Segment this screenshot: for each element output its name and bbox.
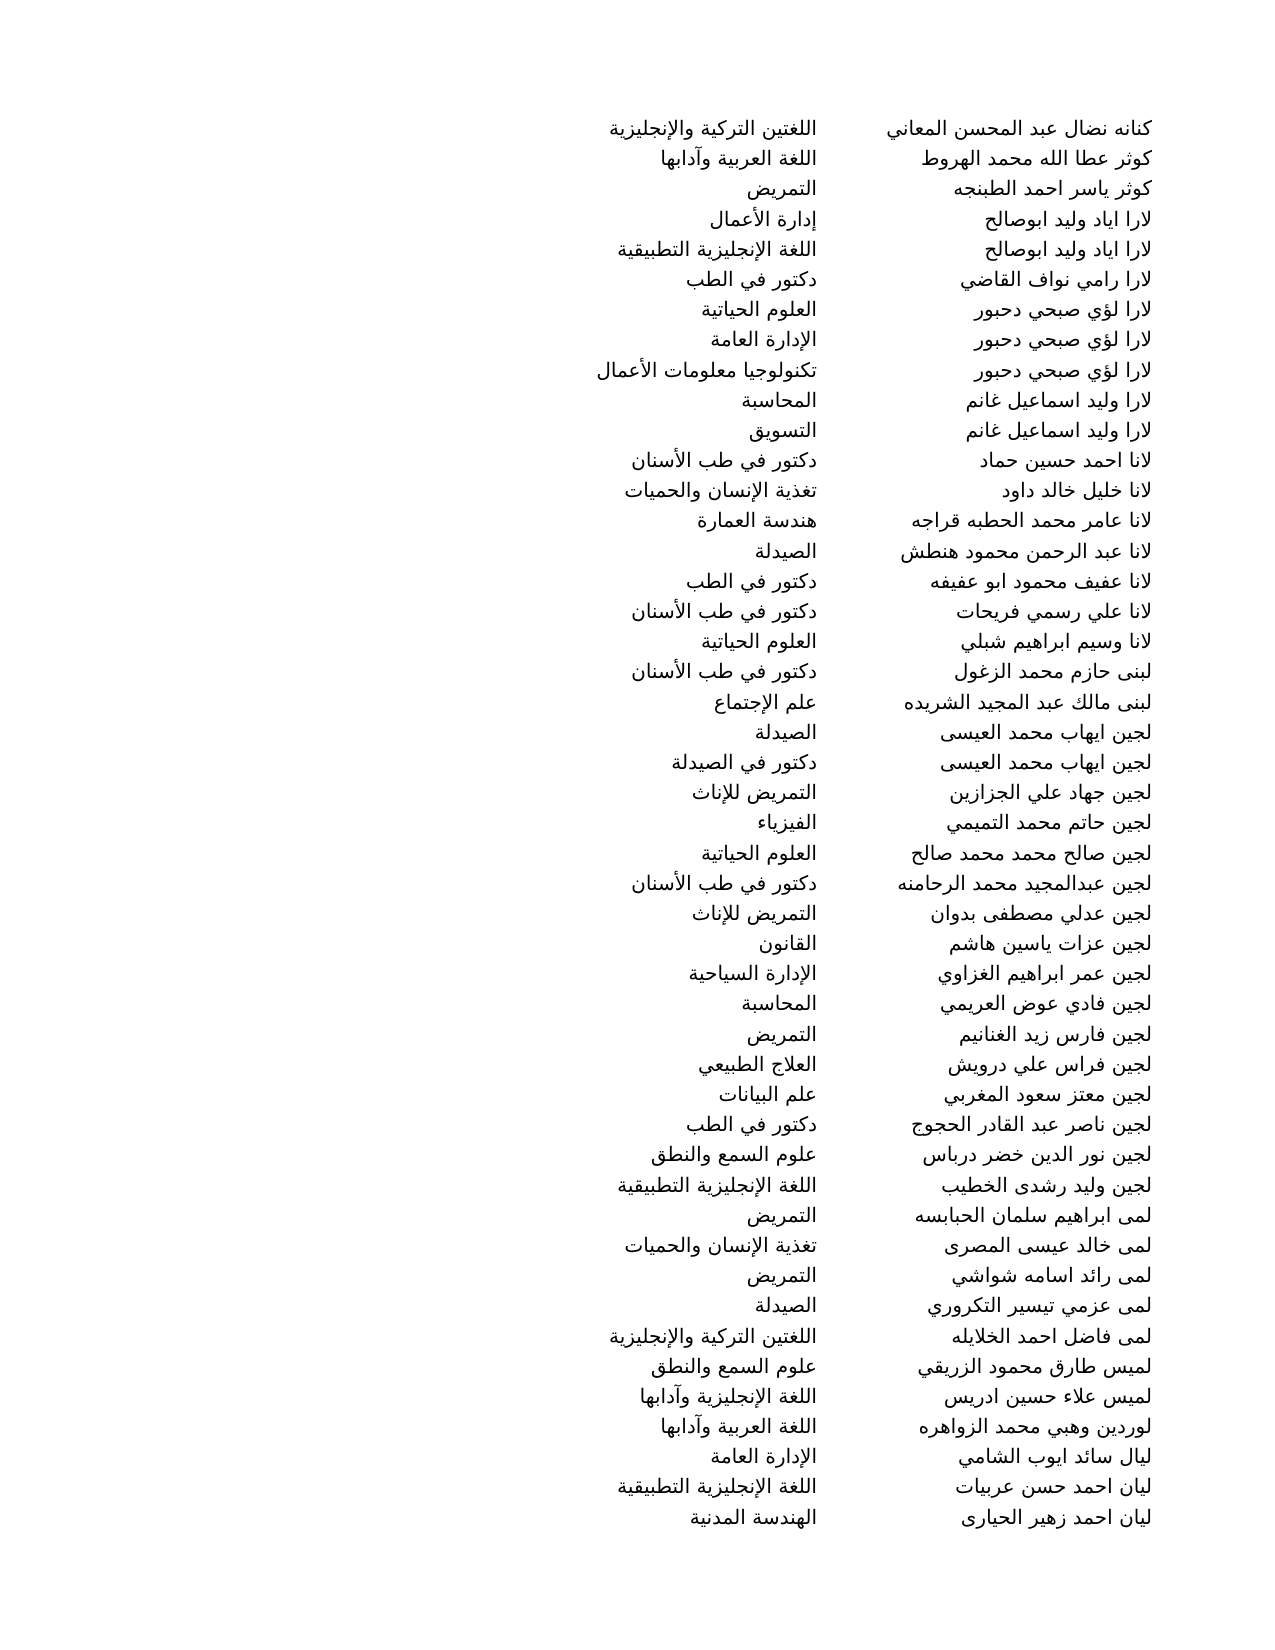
student-name: لارا اياد وليد ابوصالح	[984, 236, 1152, 261]
student-major: علوم السمع والنطق	[650, 1142, 817, 1167]
student-name: لانا خليل خالد داود	[1001, 478, 1152, 503]
student-major: تغذية الإنسان والحميات	[624, 1232, 817, 1257]
list-item	[596, 475, 1152, 505]
student-name: لمى ابراهيم سلمان الحبابسه	[914, 1202, 1152, 1227]
list-item	[596, 113, 1152, 143]
student-major: الفيزياء	[757, 810, 817, 835]
student-name: لبنى مالك عبد المجيد الشريده	[903, 689, 1152, 714]
list-item	[596, 1290, 1152, 1320]
student-name: لجين وليد رشدى الخطيب	[941, 1172, 1152, 1197]
list-item	[596, 1260, 1152, 1290]
student-name: لجين ناصر عبد القادر الحجوج	[911, 1112, 1152, 1137]
list-item	[596, 1381, 1152, 1411]
student-name: لجين معتز سعود المغربي	[943, 1082, 1152, 1106]
student-major: العلوم الحياتية	[700, 297, 817, 322]
list-item	[596, 1079, 1152, 1109]
student-name: لجين عمر ابراهيم الغزاوي	[937, 961, 1152, 986]
student-major: الإدارة العامة	[710, 1444, 817, 1469]
student-major: اللغة الإنجليزية التطبيقية	[617, 236, 817, 261]
student-major: الهندسة المدنية	[689, 1504, 817, 1529]
student-major: العلاج الطبيعي	[698, 1051, 817, 1076]
list-item	[596, 1019, 1152, 1049]
student-name: لجين جهاد علي الجزازين	[949, 780, 1152, 805]
list-item	[596, 324, 1152, 354]
student-name: لارا لؤي صبحي دحبور	[974, 357, 1152, 382]
list-item	[596, 687, 1152, 717]
student-name: لمى عزمي تيسير التكروري	[927, 1293, 1152, 1318]
list-item	[596, 355, 1152, 385]
student-major: التسويق	[748, 417, 817, 442]
list-item	[596, 445, 1152, 475]
list-item	[596, 1139, 1152, 1169]
student-major: اللغتين التركية والإنجليزية	[608, 116, 817, 140]
list-item	[596, 173, 1152, 203]
student-name: لمى فاضل احمد الخلايله	[951, 1323, 1152, 1348]
student-name: لجين فادي عوض العريمي	[939, 991, 1152, 1016]
student-major: تغذية الإنسان والحميات	[624, 478, 817, 503]
list-item	[596, 717, 1152, 747]
list-item	[596, 234, 1152, 264]
student-major: إدارة الأعمال	[709, 206, 817, 231]
student-major: التمريض	[746, 1021, 817, 1046]
list-item	[596, 1471, 1152, 1501]
student-name: لجين فراس علي درويش	[947, 1051, 1152, 1076]
student-major: الصيدلة	[754, 719, 817, 744]
student-major: علم الإجتماع	[713, 689, 817, 714]
list-item	[596, 747, 1152, 777]
student-name: لمى خالد عيسى المصرى	[943, 1232, 1152, 1257]
student-name: لمى رائد اسامه شواشي	[951, 1263, 1152, 1288]
student-name: لوردين وهبي محمد الزواهره	[918, 1414, 1152, 1439]
list-item	[596, 868, 1152, 898]
list-item	[596, 1441, 1152, 1471]
student-name: لارا لؤي صبحي دحبور	[974, 297, 1152, 322]
list-item	[596, 807, 1152, 837]
list-item	[596, 1502, 1152, 1532]
list-item	[596, 1321, 1152, 1351]
student-major-list	[596, 113, 1152, 1532]
student-name: لجين عزات ياسين هاشم	[948, 931, 1152, 956]
list-item	[596, 415, 1152, 445]
student-major: الصيدلة	[754, 538, 817, 563]
student-major: دكتور في طب الأسنان	[631, 599, 817, 623]
student-name: ليان احمد زهير الحيارى	[960, 1504, 1152, 1529]
list-item	[596, 264, 1152, 294]
student-name: لارا رامي نواف القاضي	[960, 266, 1152, 291]
student-major: القانون	[758, 931, 817, 956]
list-item	[596, 958, 1152, 988]
student-major: علم البيانات	[718, 1082, 817, 1106]
student-major: الصيدلة	[754, 1293, 817, 1318]
student-name: لجين صالح محمد محمد صالح	[910, 840, 1152, 865]
student-name: لجين عدلي مصطفى بدوان	[930, 900, 1152, 925]
list-item	[596, 1411, 1152, 1441]
student-major: اللغتين التركية والإنجليزية	[608, 1323, 817, 1348]
student-major: دكتور في طب الأسنان	[631, 448, 817, 473]
list-item	[596, 536, 1152, 566]
student-major: التمريض	[746, 1263, 817, 1288]
list-item	[596, 1200, 1152, 1230]
list-item	[596, 777, 1152, 807]
list-item	[596, 204, 1152, 234]
list-item	[596, 838, 1152, 868]
student-major: الإدارة السياحية	[688, 961, 817, 986]
student-major: التمريض للإناث	[691, 780, 817, 805]
student-name: لانا عامر محمد الحطبه قراجه	[911, 508, 1152, 533]
student-major: العلوم الحياتية	[700, 840, 817, 865]
student-major: اللغة العربية وآدابها	[660, 1414, 817, 1439]
student-major: المحاسبة	[741, 387, 817, 412]
student-name: لارا لؤي صبحي دحبور	[974, 327, 1152, 352]
student-name: لانا وسيم ابراهيم شبلي	[960, 629, 1152, 654]
student-major: دكتور في الطب	[685, 568, 817, 593]
student-name: كوثر عطا الله محمد الهروط	[920, 146, 1152, 171]
list-item	[596, 294, 1152, 324]
student-major: التمريض	[746, 1202, 817, 1227]
student-name: ليان احمد حسن عربيات	[955, 1474, 1152, 1499]
student-name: لميس علاء حسين ادريس	[943, 1383, 1152, 1408]
student-name: لارا وليد اسماعيل غانم	[965, 387, 1152, 412]
student-major: الإدارة العامة	[710, 327, 817, 352]
list-item	[596, 656, 1152, 686]
student-major: دكتور في طب الأسنان	[631, 659, 817, 684]
student-major: دكتور في طب الأسنان	[631, 870, 817, 895]
student-name: لجين فارس زيد الغنانيم	[958, 1021, 1152, 1046]
student-name: لجين عبدالمجيد محمد الرحامنه	[897, 870, 1152, 895]
list-item	[596, 988, 1152, 1018]
list-item	[596, 143, 1152, 173]
student-major: اللغة الإنجليزية التطبيقية	[617, 1172, 817, 1197]
student-name: لانا عبد الرحمن محمود هنطش	[900, 538, 1152, 563]
student-major: علوم السمع والنطق	[650, 1353, 817, 1378]
student-name: لبنى حازم محمد الزغول	[953, 659, 1152, 684]
student-name: كوثر ياسر احمد الطبنجه	[953, 176, 1152, 201]
list-item	[596, 1170, 1152, 1200]
list-item	[596, 505, 1152, 535]
student-name: لجين نور الدين خضر درباس	[922, 1142, 1152, 1167]
list-item	[596, 566, 1152, 596]
list-item	[596, 1351, 1152, 1381]
student-major: دكتور في الطب	[685, 266, 817, 291]
list-item	[596, 1049, 1152, 1079]
list-item	[596, 385, 1152, 415]
student-major: العلوم الحياتية	[700, 629, 817, 654]
student-major: التمريض للإناث	[691, 900, 817, 925]
list-item	[596, 1109, 1152, 1139]
student-major: اللغة الإنجليزية التطبيقية	[617, 1474, 817, 1499]
student-name: لميس طارق محمود الزريقي	[917, 1353, 1152, 1378]
student-major: دكتور في الطب	[685, 1112, 817, 1137]
list-item	[596, 1230, 1152, 1260]
student-major: اللغة الإنجليزية وآدابها	[639, 1383, 817, 1408]
student-name: لجين ايهاب محمد العيسى	[939, 719, 1152, 744]
student-major: تكنولوجيا معلومات الأعمال	[596, 357, 817, 382]
student-major: التمريض	[746, 176, 817, 201]
student-major: المحاسبة	[741, 991, 817, 1016]
student-name: لانا علي رسمي فريحات	[955, 599, 1152, 623]
student-name: لانا عفيف محمود ابو عفيفه	[929, 568, 1152, 593]
student-major: هندسة العمارة	[696, 508, 817, 533]
student-name: لارا اياد وليد ابوصالح	[984, 206, 1152, 231]
student-name: لجين ايهاب محمد العيسى	[939, 749, 1152, 774]
student-name: لجين حاتم محمد التميمي	[946, 810, 1152, 835]
student-major: دكتور في الصيدلة	[671, 749, 817, 774]
list-item	[596, 596, 1152, 626]
student-name: ليال سائد ايوب الشامي	[958, 1444, 1152, 1469]
student-name: كنانه نضال عبد المحسن المعاني	[886, 116, 1152, 140]
student-name: لانا احمد حسين حماد	[979, 448, 1152, 473]
list-item	[596, 898, 1152, 928]
list-item	[596, 928, 1152, 958]
list-item	[596, 626, 1152, 656]
student-major: اللغة العربية وآدابها	[660, 146, 817, 171]
student-name: لارا وليد اسماعيل غانم	[965, 417, 1152, 442]
